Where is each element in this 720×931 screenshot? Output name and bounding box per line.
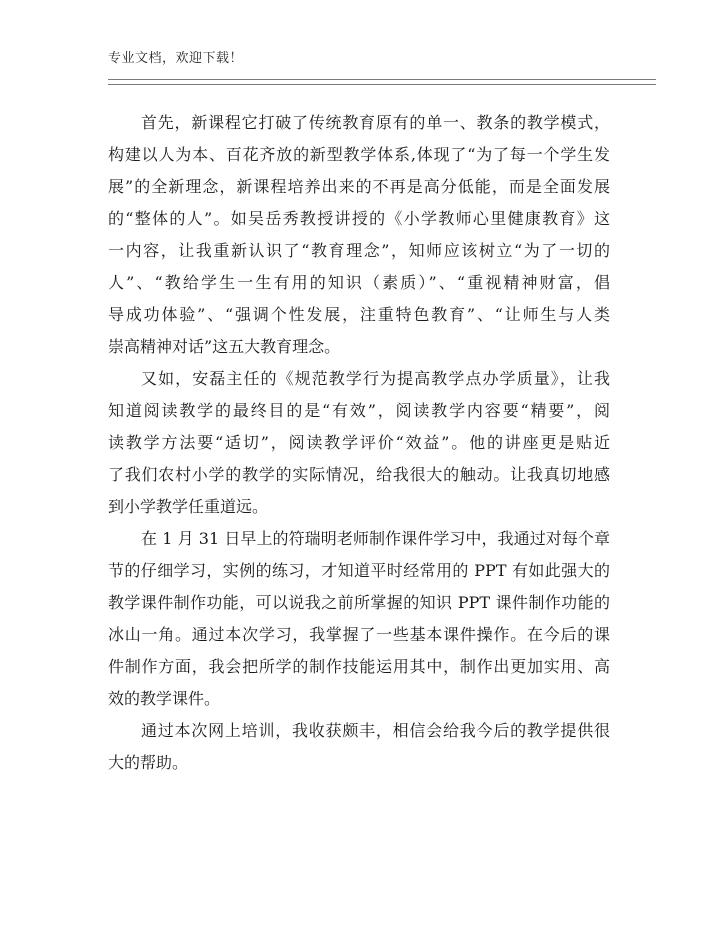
paragraph-line: 展”的全新理念，新课程培养出来的不再是高分低能，而是全面发展 <box>108 177 610 196</box>
paragraph-line: 了我们农村小学的教学的实际情况，给我很大的触动。让我真切地感 <box>108 465 610 484</box>
paragraph-line: 节的仔细学习，实例的练习，才知道平时经常用的 PPT 有如此强大的 <box>108 561 610 580</box>
paragraph-line: 知道阅读教学的最终目的是“有效”，阅读教学内容要“精要”，阅 <box>108 401 610 420</box>
paragraph-4 <box>108 715 610 779</box>
paragraph-line: 一内容，让我重新认识了“教育理念”，知师应该树立“为了一切的 <box>108 241 610 260</box>
paragraph-1 <box>108 107 610 363</box>
paragraph-line: 件制作方面，我会把所学的制作技能运用其中，制作出更加实用、高 <box>108 657 610 676</box>
paragraph-line: 首先，新课程它打破了传统教育原有的单一、教条的教学模式， <box>141 113 610 132</box>
paragraph-line: 效的教学课件。 <box>108 689 221 708</box>
paragraph-3 <box>108 523 610 715</box>
paragraph-line: 读教学方法要“适切”，阅读教学评价“效益”。他的讲座更是贴近 <box>108 433 610 452</box>
paragraph-2 <box>108 363 610 523</box>
paragraph-line: 到小学教学任重道远。 <box>108 497 269 516</box>
document-body <box>108 107 610 779</box>
paragraph-line: 教学课件制作功能，可以说我之前所掌握的知识 PPT 课件制作功能的 <box>108 593 610 612</box>
paragraph-line: 崇高精神对话”这五大教育理念。 <box>108 337 341 356</box>
page-header: 专业文档，欢迎下载！ <box>108 51 244 66</box>
header-divider <box>108 79 656 85</box>
paragraph-line: 构建以人为本、百花齐放的新型教学体系,体现了“为了每一个学生发 <box>108 145 610 164</box>
paragraph-line: 人”、“教给学生一生有用的知识（素质）”、“重视精神财富，倡 <box>108 273 610 292</box>
paragraph-line: 的“整体的人”。如吴岳秀教授讲授的《小学教师心里健康教育》这 <box>108 209 610 228</box>
paragraph-line: 导成功体验”、“强调个性发展，注重特色教育”、“让师生与人类 <box>108 305 610 324</box>
paragraph-line: 通过本次网上培训，我收获颇丰，相信会给我今后的教学提供很 <box>141 721 610 740</box>
paragraph-line: 冰山一角。通过本次学习，我掌握了一些基本课件操作。在今后的课 <box>108 625 610 644</box>
paragraph-line: 又如，安磊主任的《规范教学行为提高教学点办学质量》，让我 <box>141 369 610 388</box>
paragraph-line: 在 1 月 31 日早上的符瑞明老师制作课件学习中，我通过对每个章 <box>141 529 610 548</box>
paragraph-line: 大的帮助。 <box>108 753 189 772</box>
